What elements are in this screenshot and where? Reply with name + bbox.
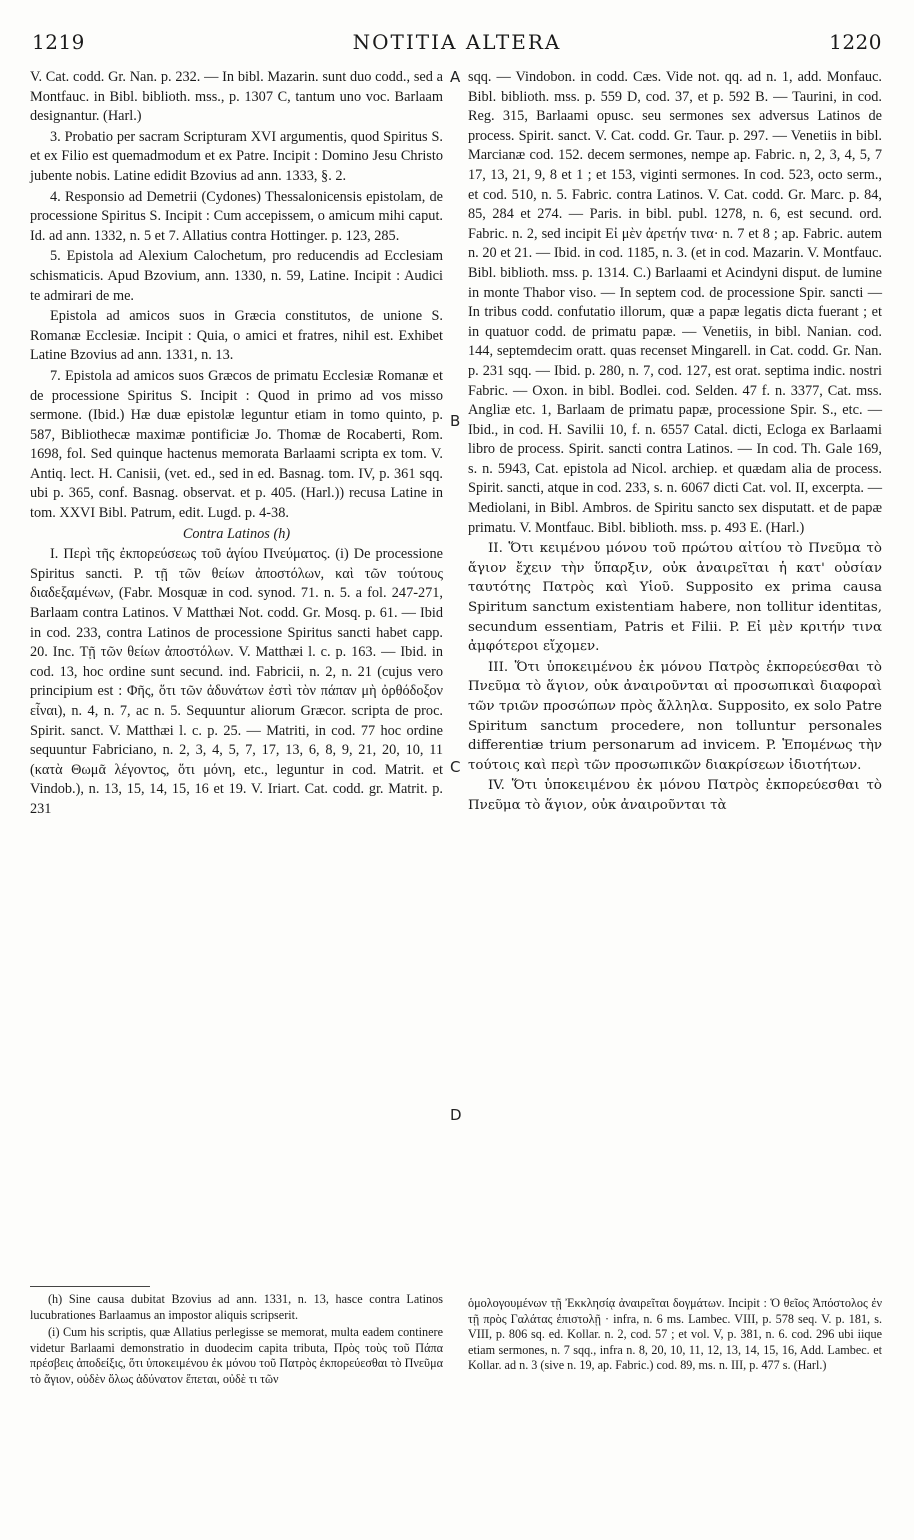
running-title: NOTITIA ALTERA [352, 30, 562, 54]
left-paragraph: 4. Responsio ad Demetrii (Cydones) Thessalonicensis epistolam, de processione Spiritus S. Incipit : Cum accepissem, o amicum mihi caput. Id. ad ann. 1332, n. 5 et 7. Allatius contra Hottinger. p. 123, 285. [30, 188, 443, 244]
left-column [30, 68, 443, 821]
margin-letter-b: B [450, 412, 461, 430]
left-paragraph: 5. Epistola ad Alexium Calochetum, pro reducendis ad Ecclesiam schismaticis. Apud Bzovium, ann. 1330, n. 59, Latine. Incipit : Audici te admirari de me. [30, 248, 443, 304]
page-number-right: 1220 [829, 30, 882, 54]
footnotes-left [30, 1292, 443, 1389]
margin-letter-c: C [450, 758, 461, 776]
left-paragraph: 3. Probatio per sacram Scripturam XVI argumentis, quod Spiritus S. et ex Filio est quemadmodum et ex Patre. Incipit : Domino Jesu Christo jubente nobis. Latine edidit Bzovius ad ann. 1333, §. 2. [30, 128, 443, 184]
left-paragraph: V. Cat. codd. Gr. Nan. p. 232. — In bibl. Mazarin. sunt duo codd., sed a Montfauc. in Bibl. biblioth. mss., p. 1307 C, tantum uno voc. Barlaam designantur. (Harl.) [30, 69, 443, 125]
margin-letter-d: D [450, 1106, 462, 1124]
right-paragraph: sqq. — Vindobon. in codd. Cæs. Vide not. qq. ad n. 1, add. Monfauc. Bibl. biblioth. mss. p. 559 D, cod. 37, et p. 592 B. — Taurini, in cod. Reg. 315, Barlaami opusc. seu sermones sex adversus Latinos de process. Spirit. sanct. V. Cat. codd. Gr. Taur. p. 297. — Venetiis in bibl. Marcianæ cod. 152. decem sermones, nempe ap. Fabric. n, 2, 3, 4, 5, 7 17, 13, 21, 9, 8 et 1 ; et 153, viginti sermones. In cod. 523, octo serm., et cod. 510, n. 5. Fabric. contra Latinos. V. Cat. codd. Gr. Marc. p. 84, 85, 284 et 274. — Paris. in bibl. publ. 1278, n. 6, est secund. ord. Fabric. n. 2, sed incipit Εἰ μὲν ἀρετήν τινα· n. 7 et 8 ; ap. Fabric. autem n. 20 et 21. — Ibid. in cod. 1185, n. 3. (et in cod. Mazarin. V. Montfauc. Bibl. biblioth. mss. p. 1314. C.) Barlaami et Acindyni disput. de lumine in monte Thabor viso. — In septem cod. de processione Spir. sancti — In tribus codd. confutatio illorum, quæ a papæ legatis dicta fuerant ; et in quatuor codd. de primatu papæ. — Venetiis, in bibl. Nanian. cod. 144, septemdecim oratt. quas recenset Mingarell. in Cat. codd. Gr. Nan. p. 231 sqq. — Ibid. p. 280, n. 7, cod. 127, est orat. septima indic. nostri Fabric. — Oxon. in bibl. Bodlei. cod. Selden. 47 f. n. 3377, Cat. mss. Angliæ etc. 1, Barlaam de primatu papæ, processione Spir. S., etc. — Ibid., in cod. H. Savilii 10, f. n. 6557 Catal. dicti, Ecloga ex Barlaami libro de process. Spirit. sancti contra Latinos. — In cod. Th. Gale 169, s. n. 5943, Cat. epistola ad Nicol. archiep. et quædam alia de process. Spirit. sancti, atque in cod. 233, s. n. 6067 dicti Cat. vol. II, excerpta. — Mediolani, in Bibl. Ambros. de Spiritu sancto sex disputatt. et de papæ primatu. V. Montfauc. Bibl. biblioth. mss. p. 493 E. (Harl.) [468, 69, 882, 536]
footnote: ὁμολογουμένων τῇ Ἐκκλησίᾳ ἀναιρεῖται δογμάτων. Incipit : Ὁ θεῖος Ἀπόστολος ἐν τῇ πρὸς Γαλάτας ἐπιστολῇ · infra, n. 6 ms. Lambec. VIII, p. 578 seq. V. p. 181, s. VIII, p. 806 sq. ed. Kollar. n. 2, cod. 57 ; et vol. V, p. 381, n. 6. cod. 296 ubi iique etiam sermones, n. 7 sqq., infra n. 8, 20, 10, 11, 12, 13, 14, 15, 16, Add. Lambec. et Kollar. ad n. 3 (sive n. 19, ap. Fabric.) cod. 89, ms. n. III, p. 477 s. (Harl.) [468, 1296, 882, 1372]
footnote: (i) Cum his scriptis, quæ Allatius perlegisse se memorat, multa eadem continere videtur Barlaami demonstratio in duodecim capita tributa, Πρὸς τοὺς τοῦ Πάπα πρέσβεις ἀποδείξις, ὅτι ὑποκειμένου ἐκ μόνου τοῦ Πατρὸς ἐκπορεύεσθαι τὸ Πνεῦμα τὸ ἅγιον, οὐδὲν ὅλως ἀδύνατον ἕπεται, οὐδὲ τι τῶν [30, 1325, 443, 1386]
left-paragraph: 7. Epistola ad amicos suos Græcos de primatu Ecclesiæ Romanæ et de processione Spiritus S. Incipit : Quod in primo ad vos misso sermone. (Ibid.) Hæ duæ epistolæ leguntur etiam in tomo quinto, p. 587, Bibliothecæ maximæ pontificiæ Jo. Thomæ de Rocaberti, Rom. 1698, fol. Sed quinque hactenus memorata Barlaami scripta ex tom. V. Antiq. lect. H. Canisii, (vet. ed., sed in ed. Basnag. tom. IV, p. 361 sqq. ubi p. 365, conf. Basnag. observat. et p. 405. (Harl.)) recusa Latine in tom. XXVI Bibl. Patrum, edit. Lugd. p. 4-38. [30, 367, 443, 522]
left-paragraph: Epistola ad amicos suos in Græcia constitutos, de unione S. Romanæ Ecclesiæ. Incipit : Quia, o amici et fratres, nihil est. Exhibet Latine Bzovius ad ann. 1331, n. 13. [30, 308, 443, 364]
footnote: (h) Sine causa dubitat Bzovius ad ann. 1331, n. 13, hasce contra Latinos lucubrationes Barlaamus an impostor aliquis scripserit. [30, 1292, 443, 1322]
page-number-left: 1219 [32, 30, 85, 54]
right-paragraph: II. Ὅτι κειμένου μόνου τοῦ πρώτου αἰτίου τὸ Πνεῦμα τὸ ἅγιον ἔχειν τὴν ὕπαρξιν, οὐκ ἀναιρεῖται ἡ κατ' οὐσίαν ταυτότης Πατρὸς καὶ Υἱοῦ. Supposito ex prima causa Spiritum sanctum existentiam habere, non tollitur identitas, secundum essentiam, Patris et Filii. P. Εἰ μὲν κριτήν τινα ἀμφότεροι εἴχομεν. [468, 541, 882, 655]
footnotes-right [468, 1296, 882, 1376]
right-paragraph: III. Ὅτι ὑποκειμένου ἐκ μόνου Πατρὸς ἐκπορεύεσθαι τὸ Πνεῦμα τὸ ἅγιον, οὐκ ἀναιροῦνται αἱ προσωπικαὶ διαφοραὶ τῶν τριῶν προσώπων πρὸς ἄλληλα. Supposito, ex solo Patre Spiritum sanctum procedere, non tolluntur personales differentiæ trium personarum ad invicem. P. Ἑπομένως τὴν τούτοις καὶ περὶ τῶν προσωπικῶν διακρίσεων ἰδιοτήτων. [468, 659, 882, 773]
footnote-rule [30, 1286, 150, 1287]
section-subheading: Contra Latinos (h) [182, 525, 291, 542]
margin-letter-a: A [450, 68, 461, 86]
right-column [468, 68, 882, 817]
page-header [20, 30, 894, 62]
right-paragraph: IV. Ὅτι ὑποκειμένου ἐκ μόνου Πατρὸς ἐκπορεύεσθαι τὸ Πνεῦμα τὸ ἅγιον, οὐκ ἀναιροῦνται τὰ [468, 778, 882, 813]
left-paragraph: I. Περὶ τῆς ἐκπορεύσεως τοῦ ἁγίου Πνεύματος. (i) De processione Spiritus sancti. P. τῇ τῶν θείων ἀποστόλων, καὶ τῶν τούτους διαδεξαμένων, (Fabr. Mosquæ in cod. synod. 71. n. 5. a fol. 247-271, Barlaam contra Latinos. V Matthæi Not. codd. Gr. Mosq. p. 61. — Ibid in cod. 233, contra Latinos de processione Spiritus sancti habet capp. 20. Inc. Τῇ τῶν θείων ἀποστόλων. V. Matthæi l. c. p. 163. — Ibid. in cod. 13, hoc ordine sunt secund. ind. Fabricii, n. 2, n. 21 (cujus vero principium est : Φῆς, ὅτι τῶν ἀδυνάτων ἐστὶ τὸν πάπαν μὴ ὀρθόδοξον εἶναι), n. 4, n. 7, ac n. 5. Sequuntur aliorum Græcor. scripta de proc. Spirit. sanct. V. Matthæi l. c. p. 25. — Matriti, in cod. 77 hoc ordine sequuntur Fabriciano, n. 2, 3, 4, 5, 7, 17, 13, 6, 8, 9, 21, 20, 10, 11 (κατὰ Θωμᾶ λέγοντος, ὅτι μόνη, etc., leguntur in cod. Matrit. et Vindob.), n. 13, 15, 14, 15, 16 et 19. V. Iriart. Cat. codd. gr. Matrit. p. 231 [30, 546, 443, 817]
